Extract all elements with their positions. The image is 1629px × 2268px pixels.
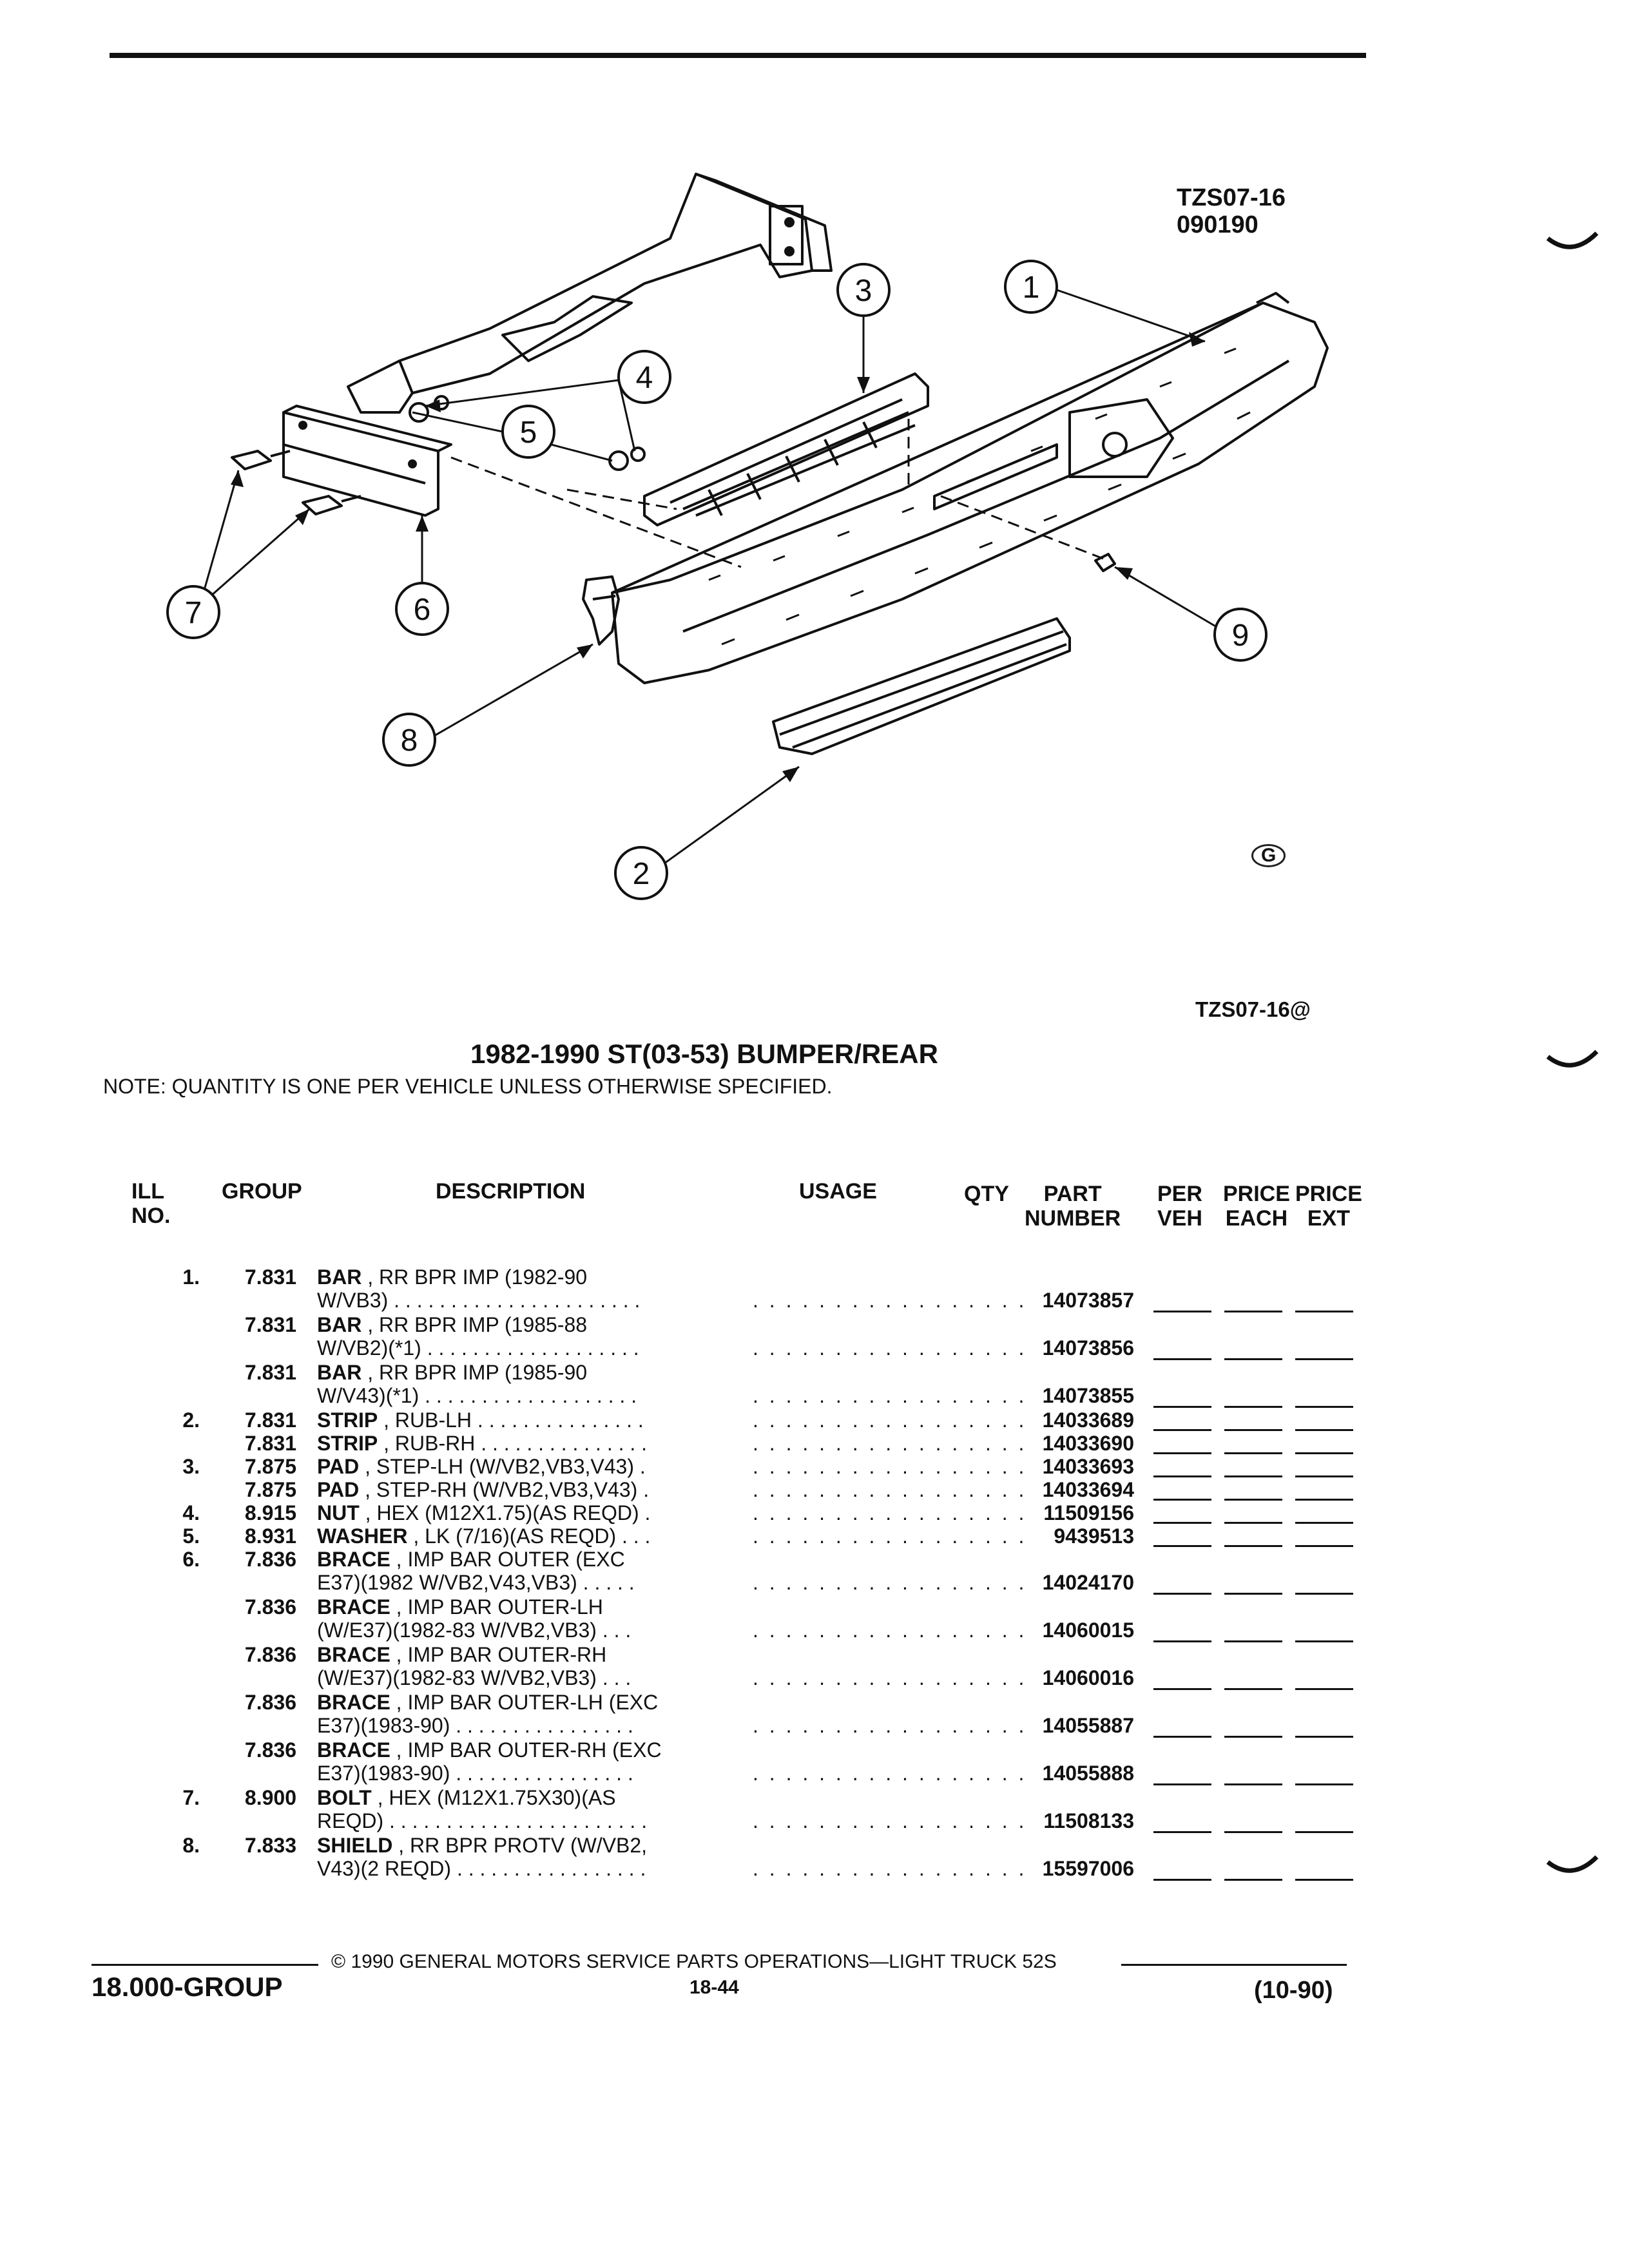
- part-description: [317, 1691, 717, 1737]
- gm-logo: G: [1251, 844, 1286, 867]
- per-veh-blank: [1153, 1429, 1211, 1431]
- part-name: STRIP: [317, 1432, 378, 1455]
- header-price-ext: PRICE EXT: [1295, 1182, 1362, 1231]
- part-name: PAD: [317, 1478, 360, 1501]
- bolt-upper: [232, 451, 271, 469]
- price-ext-blank: [1295, 1499, 1353, 1501]
- part-name: STRIP: [317, 1408, 378, 1432]
- part-number: 11509156: [1043, 1501, 1134, 1524]
- price-ext-blank: [1295, 1736, 1353, 1738]
- frame-rail: [400, 174, 812, 393]
- ill-no: 5.: [182, 1524, 200, 1548]
- price-each-blank: [1224, 1358, 1282, 1360]
- footer-group: 18.000-GROUP: [92, 1972, 283, 2002]
- part-detail-line-2: (W/E37)(1982-83 W/VB2,VB3) . . .: [317, 1619, 631, 1642]
- part-detail: , HEX (M12X1.75)(AS REQD) .: [359, 1501, 651, 1524]
- part-name: WASHER: [317, 1524, 408, 1548]
- group-code: 7.836: [244, 1595, 296, 1619]
- part-description: [317, 1408, 717, 1432]
- per-veh-blank: [1153, 1522, 1211, 1524]
- ill-no: 3.: [182, 1455, 200, 1478]
- usage: . . . . . . . . . . . . . . . . .: [753, 1336, 1027, 1360]
- per-veh-blank: [1153, 1593, 1211, 1595]
- price-ext-blank: [1295, 1879, 1353, 1881]
- group-code: 7.831: [244, 1432, 296, 1455]
- group-code: 7.836: [244, 1643, 296, 1666]
- price-ext-blank: [1295, 1452, 1353, 1454]
- table-row: [0, 1455, 1629, 1478]
- part-detail-line-2: W/VB2)(*1) . . . . . . . . . . . . . . . . . . .: [317, 1336, 639, 1360]
- part-description: [317, 1265, 717, 1312]
- callout-2: 2: [632, 857, 650, 891]
- page-title: 1982-1990 ST(03-53) BUMPER/REAR: [470, 1039, 938, 1069]
- callout-3: 3: [854, 274, 872, 308]
- part-name: BAR: [317, 1361, 362, 1384]
- callout-9: 9: [1231, 619, 1249, 653]
- table-row: [0, 1595, 1629, 1643]
- part-number: 14033689: [1042, 1408, 1134, 1432]
- usage: . . . . . . . . . . . . . . . . .: [753, 1666, 1027, 1689]
- part-description: [317, 1786, 717, 1832]
- rub-strip: [773, 619, 1070, 754]
- ill-no: 8.: [182, 1834, 200, 1857]
- bolt-lower: [303, 496, 342, 514]
- callout-7: 7: [184, 596, 202, 630]
- per-veh-blank: [1153, 1358, 1211, 1360]
- exploded-parts-diagram: [0, 0, 1629, 966]
- per-veh-blank: [1153, 1406, 1211, 1408]
- per-veh-blank: [1153, 1545, 1211, 1547]
- usage: . . . . . . . . . . . . . . . . .: [753, 1524, 1027, 1548]
- price-ext-blank: [1295, 1640, 1353, 1642]
- group-code: 7.836: [244, 1691, 296, 1714]
- header-part-number: PART NUMBER: [1025, 1182, 1121, 1231]
- price-each-blank: [1224, 1499, 1282, 1501]
- group-code: 7.833: [244, 1834, 296, 1857]
- group-code: 7.836: [244, 1738, 296, 1762]
- header-price-each: PRICE EACH: [1223, 1182, 1290, 1231]
- ill-no: 2.: [182, 1408, 200, 1432]
- price-each-blank: [1224, 1545, 1282, 1547]
- per-veh-blank: [1153, 1831, 1211, 1833]
- part-detail-line-2: (W/E37)(1982-83 W/VB2,VB3) . . .: [317, 1666, 631, 1689]
- usage: . . . . . . . . . . . . . . . . .: [753, 1501, 1027, 1524]
- ill-no: 7.: [182, 1786, 200, 1809]
- price-each-blank: [1224, 1429, 1282, 1431]
- group-code: 7.831: [244, 1265, 296, 1289]
- footer-rule-right: [1121, 1964, 1347, 1966]
- part-name: SHIELD: [317, 1834, 393, 1857]
- part-detail: , STEP-RH (W/VB2,VB3,V43) .: [359, 1478, 650, 1501]
- table-row: [0, 1432, 1629, 1455]
- per-veh-blank: [1153, 1879, 1211, 1881]
- part-detail: , IMP BAR OUTER-RH (EXC: [390, 1738, 662, 1762]
- part-description: [317, 1361, 717, 1407]
- table-row: [0, 1408, 1629, 1432]
- table-row: [0, 1265, 1629, 1313]
- price-each-blank: [1224, 1311, 1282, 1312]
- page-number: 18-44: [689, 1977, 739, 1998]
- part-detail-line-2: E37)(1982 W/VB2,V43,VB3) . . . . .: [317, 1571, 635, 1594]
- price-ext-blank: [1295, 1831, 1353, 1833]
- usage: . . . . . . . . . . . . . . . . .: [753, 1857, 1027, 1880]
- binder-mark-icon: [1547, 232, 1598, 258]
- part-description: [317, 1738, 717, 1785]
- header-usage: USAGE: [799, 1179, 877, 1204]
- price-each-blank: [1224, 1688, 1282, 1690]
- part-detail: , IMP BAR OUTER-LH (EXC: [390, 1691, 659, 1714]
- part-name: BAR: [317, 1313, 362, 1336]
- price-ext-blank: [1295, 1358, 1353, 1360]
- ref-code-line-2: 090190: [1177, 211, 1258, 238]
- part-detail: , IMP BAR OUTER-LH: [390, 1595, 603, 1619]
- quantity-note: NOTE: QUANTITY IS ONE PER VEHICLE UNLESS OTHERWISE SPECIFIED.: [103, 1075, 833, 1098]
- part-description: [317, 1501, 717, 1524]
- price-ext-blank: [1295, 1593, 1353, 1595]
- part-detail-line-2: REQD) . . . . . . . . . . . . . . . . . . . . . . .: [317, 1809, 648, 1832]
- table-row: [0, 1834, 1629, 1881]
- table-row: [0, 1524, 1629, 1548]
- callout-5: 5: [519, 416, 537, 450]
- part-detail: , RR BPR IMP (1985-90: [361, 1361, 588, 1384]
- price-each-blank: [1224, 1406, 1282, 1408]
- ref-code-line-1: TZS07-16: [1177, 184, 1286, 211]
- table-row: [0, 1501, 1629, 1524]
- part-detail: , IMP BAR OUTER-RH: [390, 1643, 607, 1666]
- usage: . . . . . . . . . . . . . . . . .: [753, 1408, 1027, 1432]
- ill-no: 6.: [182, 1548, 200, 1571]
- part-detail: , RUB-LH . . . . . . . . . . . . . . .: [378, 1408, 644, 1432]
- footer-copyright: © 1990 GENERAL MOTORS SERVICE PARTS OPERATIONS—LIGHT TRUCK 52S: [331, 1951, 1057, 1972]
- part-detail: , HEX (M12X1.75X30)(AS: [371, 1786, 616, 1809]
- part-number: 9439513: [1054, 1524, 1134, 1548]
- header-description: DESCRIPTION: [436, 1179, 586, 1204]
- callout-8: 8: [400, 724, 418, 758]
- usage: . . . . . . . . . . . . . . . . .: [753, 1619, 1027, 1642]
- part-name: BRACE: [317, 1643, 390, 1666]
- part-number: 14073857: [1042, 1289, 1134, 1312]
- part-detail: , LK (7/16)(AS REQD) . . .: [407, 1524, 651, 1548]
- table-row: [0, 1738, 1629, 1786]
- price-each-blank: [1224, 1452, 1282, 1454]
- part-name: BRACE: [317, 1548, 390, 1571]
- part-number: 11508133: [1043, 1809, 1134, 1832]
- part-description: [317, 1643, 717, 1689]
- callout-6: 6: [413, 593, 431, 627]
- part-detail: , RR BPR IMP (1985-88: [361, 1313, 588, 1336]
- part-number: 14060016: [1042, 1666, 1134, 1689]
- part-number: 14033690: [1042, 1432, 1134, 1455]
- per-veh-blank: [1153, 1311, 1211, 1312]
- part-number: 14055887: [1042, 1714, 1134, 1737]
- part-detail-line-2: E37)(1983-90) . . . . . . . . . . . . . . . .: [317, 1714, 633, 1737]
- table-row: [0, 1313, 1629, 1361]
- price-ext-blank: [1295, 1406, 1353, 1408]
- part-number: 14073855: [1042, 1384, 1134, 1407]
- group-code: 7.875: [244, 1478, 296, 1501]
- part-description: [317, 1432, 717, 1455]
- part-detail: , IMP BAR OUTER (EXC: [390, 1548, 625, 1571]
- footer-rule-left: [92, 1964, 318, 1966]
- diagram-reference-code: [1177, 184, 1286, 238]
- table-row: [0, 1361, 1629, 1408]
- usage: . . . . . . . . . . . . . . . . .: [753, 1289, 1027, 1312]
- part-detail: , RR BPR PROTV (W/VB2,: [392, 1834, 648, 1857]
- usage: . . . . . . . . . . . . . . . . .: [753, 1455, 1027, 1478]
- part-description: [317, 1548, 717, 1594]
- usage: . . . . . . . . . . . . . . . . .: [753, 1714, 1027, 1737]
- diagram-reference-code-bottom: TZS07-16@: [1195, 997, 1311, 1021]
- price-each-blank: [1224, 1522, 1282, 1524]
- ill-no: 4.: [182, 1501, 200, 1524]
- part-name: BAR: [317, 1265, 362, 1289]
- usage: . . . . . . . . . . . . . . . . .: [753, 1762, 1027, 1785]
- part-number: 14073856: [1042, 1336, 1134, 1360]
- ill-no: 1.: [182, 1265, 200, 1289]
- revision-date: (10-90): [1254, 1977, 1333, 2004]
- price-ext-blank: [1295, 1311, 1353, 1312]
- per-veh-blank: [1153, 1475, 1211, 1477]
- part-number: 14060015: [1042, 1619, 1134, 1642]
- price-each-blank: [1224, 1736, 1282, 1738]
- step-pad: [644, 374, 928, 525]
- part-description: [317, 1834, 717, 1880]
- group-code: 8.931: [244, 1524, 296, 1548]
- group-code: 7.831: [244, 1313, 296, 1336]
- table-row: [0, 1478, 1629, 1501]
- table-row: [0, 1786, 1629, 1834]
- group-code: 7.831: [244, 1408, 296, 1432]
- group-code: 7.831: [244, 1361, 296, 1384]
- per-veh-blank: [1153, 1736, 1211, 1738]
- per-veh-blank: [1153, 1499, 1211, 1501]
- table-row: [0, 1548, 1629, 1595]
- part-description: [317, 1478, 717, 1501]
- price-ext-blank: [1295, 1688, 1353, 1690]
- price-ext-blank: [1295, 1522, 1353, 1524]
- part-name: NUT: [317, 1501, 360, 1524]
- group-code: 8.900: [244, 1786, 296, 1809]
- price-each-blank: [1224, 1640, 1282, 1642]
- part-description: [317, 1455, 717, 1478]
- usage: . . . . . . . . . . . . . . . . .: [753, 1809, 1027, 1832]
- table-row: [0, 1691, 1629, 1738]
- part-detail: , STEP-LH (W/VB2,VB3,V43) .: [359, 1455, 646, 1478]
- part-number: 14033694: [1042, 1478, 1134, 1501]
- callout-4: 4: [635, 361, 653, 395]
- part-name: PAD: [317, 1455, 360, 1478]
- usage: . . . . . . . . . . . . . . . . .: [753, 1384, 1027, 1407]
- part-detail-line-2: W/V43)(*1) . . . . . . . . . . . . . . . . . . .: [317, 1384, 637, 1407]
- part-number: 15597006: [1042, 1857, 1134, 1880]
- price-each-blank: [1224, 1831, 1282, 1833]
- usage: . . . . . . . . . . . . . . . . .: [753, 1571, 1027, 1594]
- part-description: [317, 1524, 717, 1548]
- part-detail-line-2: V43)(2 REQD) . . . . . . . . . . . . . . . . .: [317, 1857, 646, 1880]
- price-ext-blank: [1295, 1545, 1353, 1547]
- part-name: BRACE: [317, 1691, 390, 1714]
- group-code: 7.875: [244, 1455, 296, 1478]
- part-number: 14033693: [1042, 1455, 1134, 1478]
- part-name: BOLT: [317, 1786, 372, 1809]
- price-each-blank: [1224, 1783, 1282, 1785]
- part-description: [317, 1313, 717, 1360]
- header-ill-no: ILL NO.: [131, 1179, 171, 1228]
- price-ext-blank: [1295, 1475, 1353, 1477]
- per-veh-blank: [1153, 1783, 1211, 1785]
- group-code: 8.915: [244, 1501, 296, 1524]
- header-per-veh: PER VEH: [1157, 1182, 1202, 1231]
- price-each-blank: [1224, 1879, 1282, 1881]
- group-code: 7.836: [244, 1548, 296, 1571]
- callout-1: 1: [1022, 271, 1040, 305]
- binder-mark-icon: [1547, 1050, 1598, 1076]
- part-detail: , RR BPR IMP (1982-90: [361, 1265, 588, 1289]
- usage: . . . . . . . . . . . . . . . . .: [753, 1432, 1027, 1455]
- price-ext-blank: [1295, 1783, 1353, 1785]
- price-each-blank: [1224, 1475, 1282, 1477]
- header-qty: QTY: [964, 1182, 1009, 1206]
- per-veh-blank: [1153, 1688, 1211, 1690]
- part-name: BRACE: [317, 1595, 390, 1619]
- part-detail: , RUB-RH . . . . . . . . . . . . . . .: [378, 1432, 648, 1455]
- price-each-blank: [1224, 1593, 1282, 1595]
- part-number: 14024170: [1042, 1571, 1134, 1594]
- price-ext-blank: [1295, 1429, 1353, 1431]
- usage: . . . . . . . . . . . . . . . . .: [753, 1478, 1027, 1501]
- part-detail-line-2: W/VB3) . . . . . . . . . . . . . . . . . . . . . .: [317, 1289, 641, 1312]
- part-number: 14055888: [1042, 1762, 1134, 1785]
- table-row: [0, 1643, 1629, 1691]
- part-name: BRACE: [317, 1738, 390, 1762]
- per-veh-blank: [1153, 1640, 1211, 1642]
- part-detail-line-2: E37)(1983-90) . . . . . . . . . . . . . . . .: [317, 1762, 633, 1785]
- per-veh-blank: [1153, 1452, 1211, 1454]
- part-description: [317, 1595, 717, 1642]
- nut-right: [610, 452, 628, 470]
- header-group: GROUP: [222, 1179, 302, 1204]
